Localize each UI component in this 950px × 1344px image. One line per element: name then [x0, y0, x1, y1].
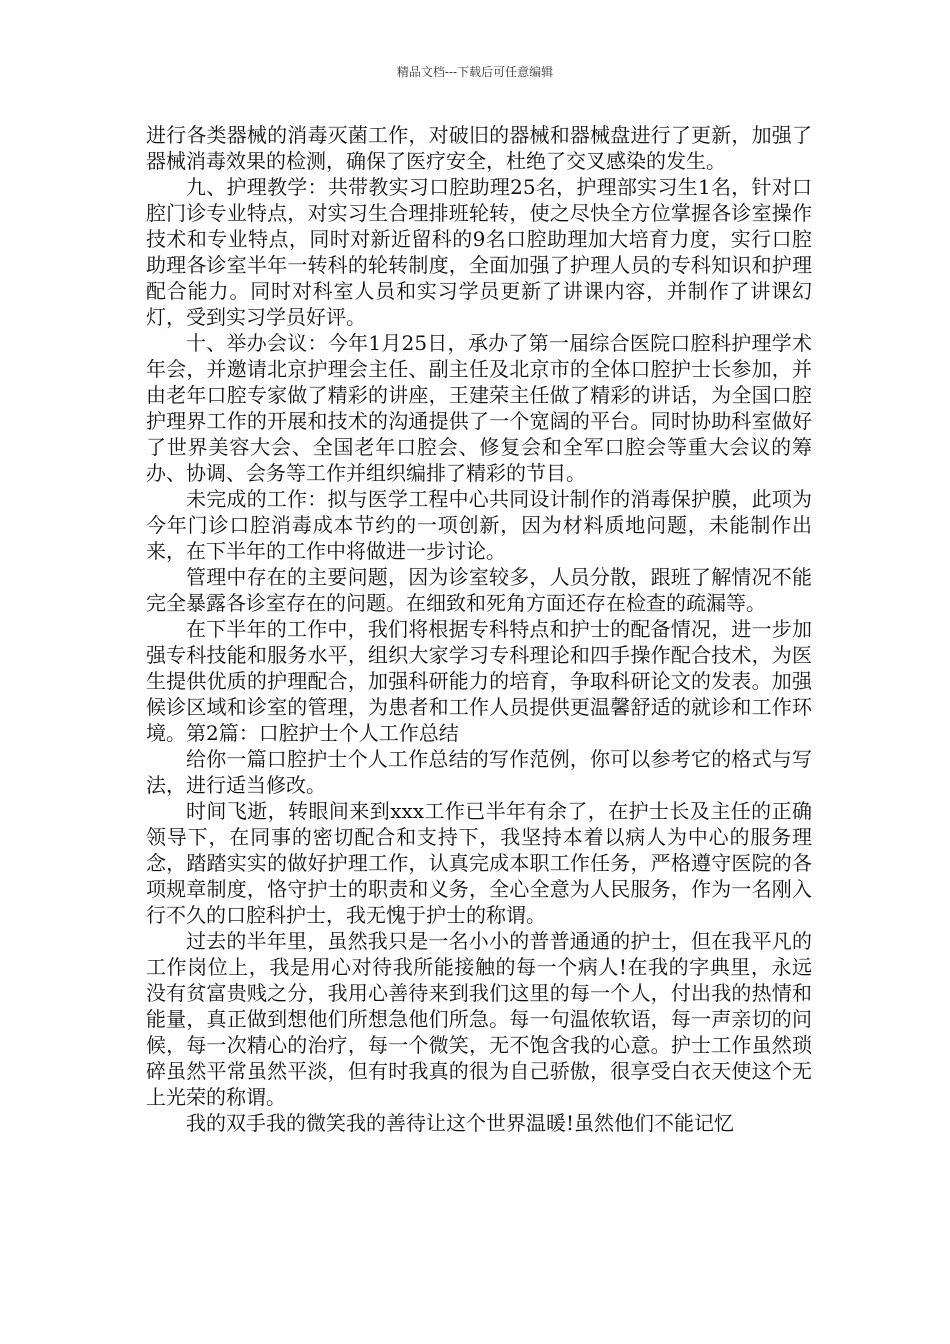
document-body — [146, 122, 812, 1136]
paragraph-nursing-teaching: 九、护理教学：共带教实习口腔助理25名，护理部实习生1名，针对口腔门诊专业特点，对实习生合理排班轮转，使之尽快全方位掌握各诊室操作技术和专业特点，同时对新近留科的9名口腔助理加大培育力度，实行口腔助理各诊室半年一转科的轮转制度，全面加强了护理人员的专科知识和护理配合能力。同时对科室人员和实习学员更新了讲课内容，并制作了讲课幻灯，受到实习学员好评。 — [146, 175, 812, 329]
paragraph-next-half-year: 在下半年的工作中，我们将根据专科特点和护士的配备情况，进一步加强专科技能和服务水平，组织大家学习专科理论和四手操作配合技术，为医生提供优质的护理配合，加强科研能力的培育，争取科研论文的发表。加强候诊区域和诊室的管理，为患者和工作人员提供更温馨舒适的就诊和工作环境。第2篇：口腔护士个人工作总结 — [146, 617, 812, 745]
paragraph-my-hands: 我的双手我的微笑我的善待让这个世界温暖!虽然他们不能记忆 — [186, 1111, 735, 1135]
paragraph-management-problems: 管理中存在的主要问题，因为诊室较多，人员分散，跟班了解情况不能完全暴露各诊室存在的问题。在细致和死角方面还存在检查的疏漏等。 — [146, 565, 812, 615]
paragraph-past-half-year: 过去的半年里，虽然我只是一名小小的普普通通的护士，但在我平凡的工作岗位上，我是用心对待我所能接触的每一个病人!在我的字典里，永远没有贫富贵贱之分，我用心善待来到我们这里的每一个人，付出我的热情和能量，真正做到想他们所想急他们所急。每一句温侬软语，每一声亲切的问候，每一次精心的治疗，每一个微笑，无不饱含我的心意。护士工作虽然琐碎虽然平常虽然平淡，但有时我真的很为自己骄傲，很享受白衣天使这个无上光荣的称谓。 — [146, 929, 812, 1109]
paragraph-meetings: 十、举办会议：今年1月25日，承办了第一届综合医院口腔科护理学术年会，并邀请北京护理会主任、副主任及北京市的全体口腔护士长参加，并由老年口腔专家做了精彩的讲座，王建荣主任做了精彩的讲话，为全国口腔护理界工作的开展和技术的沟通提供了一个宽阔的平台。同时协助科室做好了世界美容大会、全国老年口腔会、修复会和全军口腔会等重大会议的筹办、协调、会务等工作并组织编排了精彩的节目。 — [146, 331, 812, 485]
page-header: 精品文档---下载后可任意编辑 — [396, 65, 554, 79]
paragraph-unfinished-work: 未完成的工作：拟与医学工程中心共同设计制作的消毒保护膜，此项为今年门诊口腔消毒成本节约的一项创新，因为材料质地问题，未能制作出来，在下半年的工作中将做进一步讨论。 — [146, 487, 812, 563]
paragraph-time-flies: 时间飞逝，转眼间来到xxx工作已半年有余了，在护士长及主任的正确领导下，在同事的密切配合和支持下，我坚持本着以病人为中心的服务理念，踏踏实实的做好护理工作，认真完成本职工作任务，严格遵守医院的各项规章制度，恪守护士的职责和义务，全心全意为人民服务，作为一名刚入行不久的口腔科护士，我无愧于护士的称谓。 — [146, 799, 812, 927]
paragraph-intro-sample: 给你一篇口腔护士个人工作总结的写作范例，你可以参考它的格式与写法，进行适当修改。 — [146, 747, 812, 797]
paragraph-disinfection: 进行各类器械的消毒灭菌工作，对破旧的器械和器械盘进行了更新，加强了器械消毒效果的检测，确保了医疗安全，杜绝了交叉感染的发生。 — [146, 123, 812, 173]
